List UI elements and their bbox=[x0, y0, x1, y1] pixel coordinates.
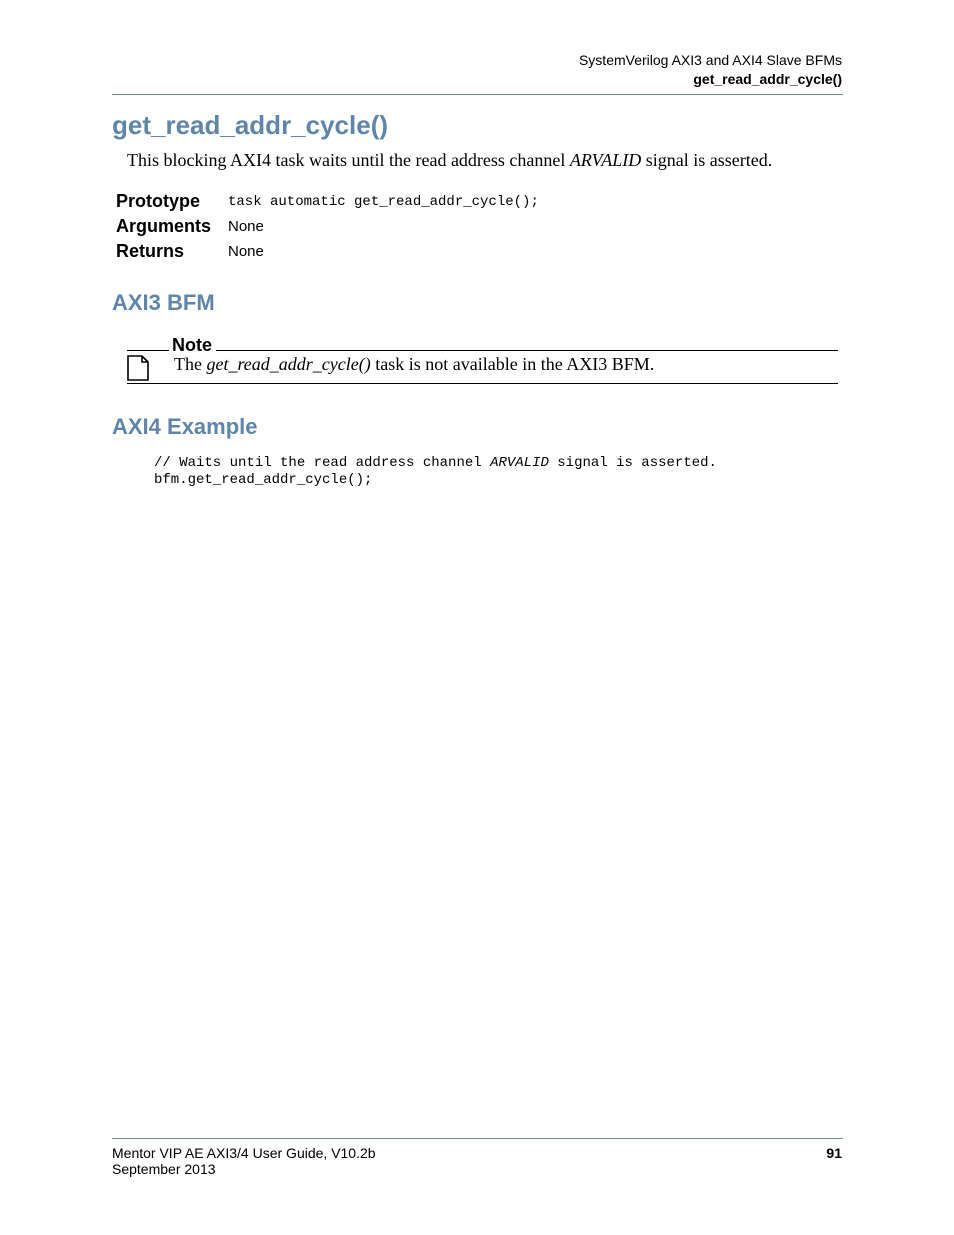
note-text-before: The bbox=[174, 354, 207, 374]
axi3-heading: AXI3 BFM bbox=[112, 290, 215, 315]
running-header-section: get_read_addr_cycle() bbox=[693, 71, 842, 87]
code-line-comment bbox=[154, 455, 717, 471]
returns-label: Returns bbox=[116, 241, 185, 261]
code-comment-after: signal is asserted. bbox=[548, 455, 717, 471]
note-text bbox=[174, 354, 654, 375]
note-title: Note bbox=[172, 335, 212, 355]
footer-date: September 2013 bbox=[112, 1161, 216, 1177]
note-rule-top-right bbox=[216, 350, 838, 351]
arguments-label: Arguments bbox=[116, 216, 212, 236]
code-comment-before: // Waits until the read address channel bbox=[154, 455, 491, 471]
prototype-label: Prototype bbox=[116, 191, 201, 211]
page-title: get_read_addr_cycle() bbox=[112, 110, 389, 140]
note-page-icon bbox=[127, 355, 149, 381]
page-number: 91 bbox=[826, 1145, 842, 1161]
axi4-example-heading: AXI4 Example bbox=[112, 414, 258, 439]
note-rule-top-left bbox=[127, 350, 169, 351]
footer-guide-title: Mentor VIP AE AXI3/4 User Guide, V10.2b bbox=[112, 1145, 376, 1161]
header-rule bbox=[112, 94, 843, 95]
arguments-value: None bbox=[228, 218, 264, 235]
code-line-call: bfm.get_read_addr_cycle(); bbox=[154, 472, 373, 488]
note-text-after: task is not available in the AXI3 BFM. bbox=[370, 354, 655, 374]
returns-value: None bbox=[228, 243, 264, 260]
code-comment-signal: ARVALID bbox=[490, 455, 549, 471]
note-function-name: get_read_addr_cycle() bbox=[206, 354, 371, 374]
note-rule-bottom bbox=[127, 383, 838, 384]
prototype-value: task automatic get_read_addr_cycle(); bbox=[228, 194, 539, 210]
intro-text-before: This blocking AXI4 task waits until the read address channel bbox=[127, 150, 570, 170]
intro-paragraph bbox=[127, 150, 772, 171]
running-header-chapter: SystemVerilog AXI3 and AXI4 Slave BFMs bbox=[578, 52, 842, 68]
footer-rule bbox=[112, 1138, 843, 1139]
intro-text-after: signal is asserted. bbox=[641, 150, 773, 170]
intro-signal-name: ARVALID bbox=[569, 150, 642, 170]
